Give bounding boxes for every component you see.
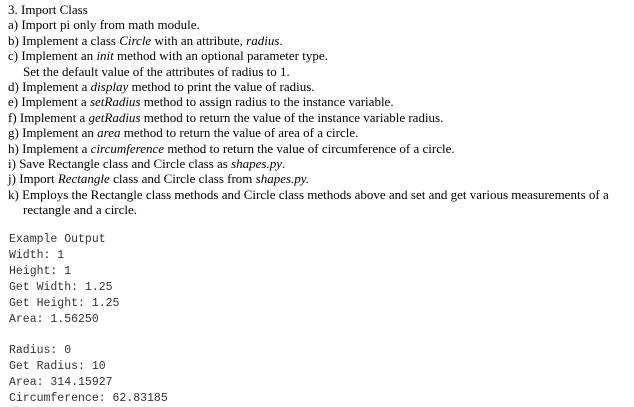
italic-term: Circle	[119, 32, 152, 48]
instruction-text: class and Circle class from	[109, 171, 256, 187]
instruction-line	[8, 125, 630, 140]
section-title: 3. Import Class	[8, 2, 88, 17]
circle-output-line: Area: 314.15927	[9, 376, 113, 390]
instruction-list	[8, 17, 630, 217]
instruction-text: d) Implement a	[8, 79, 91, 95]
instruction-line	[8, 33, 630, 48]
instruction-text: .	[282, 156, 286, 172]
instruction-text: method with an optional parameter type.	[113, 48, 328, 64]
output-spacer	[9, 327, 168, 343]
instruction-line	[8, 171, 630, 186]
instruction-line	[8, 79, 630, 94]
instruction-text: j) Import	[8, 171, 58, 187]
italic-term: display	[90, 79, 129, 95]
instruction-text: e) Implement a	[8, 94, 90, 110]
instruction-line	[8, 110, 630, 125]
italic-term: shapes.py	[231, 156, 283, 172]
instruction-text: method to return the value of the instance variable radius.	[140, 109, 444, 125]
instruction-text: f) Implement a	[8, 109, 89, 125]
instruction-text: g) Implement an	[8, 125, 98, 141]
italic-term: init	[96, 48, 114, 64]
instruction-line	[8, 17, 630, 32]
rectangle-output-line: Width: 1	[9, 248, 65, 262]
example-output	[9, 232, 168, 407]
instruction-text: with an attribute,	[151, 32, 247, 48]
italic-term: area	[97, 125, 121, 141]
instruction-text: k) Employs the Rectangle class methods and Circle class methods above and set and get various measurements of a	[8, 186, 609, 202]
instruction-text: method to assign radius to the instance variable.	[140, 94, 394, 110]
instruction-line	[8, 202, 630, 217]
rectangle-output-line: Get Height: 1.25	[9, 296, 120, 310]
rectangle-output	[9, 248, 168, 328]
rectangle-output-line: Area: 1.56250	[9, 312, 99, 326]
rectangle-output-line: Height: 1	[9, 264, 72, 278]
instruction-text: method to return the value of circumference of a circle.	[164, 140, 455, 156]
instruction-line	[8, 94, 630, 109]
instruction-text: a) Import pi only from math module.	[8, 17, 200, 33]
instruction-text: Set the default value of the attributes of radius to 1.	[23, 63, 290, 79]
circle-output-line: Radius: 0	[9, 344, 72, 358]
instruction-line	[8, 187, 630, 202]
circle-output	[9, 343, 168, 407]
italic-term: setRadius	[89, 94, 141, 110]
instruction-text: i) Save Rectangle class and Circle class as	[8, 156, 232, 172]
italic-term: circumference	[90, 140, 165, 156]
circle-output-line: Get Radius: 10	[9, 360, 106, 374]
instruction-text: method to return the value of area of a circle.	[120, 125, 359, 141]
rectangle-output-line: Get Width: 1.25	[9, 280, 113, 294]
instructions	[8, 2, 630, 218]
italic-term: Rectangle	[57, 171, 110, 187]
instruction-line	[8, 64, 630, 79]
instruction-text: c) Implement an	[8, 48, 97, 64]
instruction-line	[8, 48, 630, 63]
instruction-text: method to print the value of radius.	[128, 79, 315, 95]
italic-term: shapes.py.	[255, 171, 310, 187]
italic-term: getRadius	[88, 109, 141, 125]
instruction-line	[8, 156, 630, 171]
instruction-text: h) Implement a	[8, 140, 91, 156]
instruction-text: .	[279, 32, 283, 48]
instruction-text: b) Implement a class	[8, 32, 120, 48]
italic-term: radius	[246, 32, 280, 48]
instruction-line	[8, 141, 630, 156]
instruction-text: rectangle and a circle.	[23, 202, 138, 218]
output-heading: Example Output	[9, 233, 106, 246]
circle-output-line: Circumference: 62.83185	[9, 392, 168, 406]
